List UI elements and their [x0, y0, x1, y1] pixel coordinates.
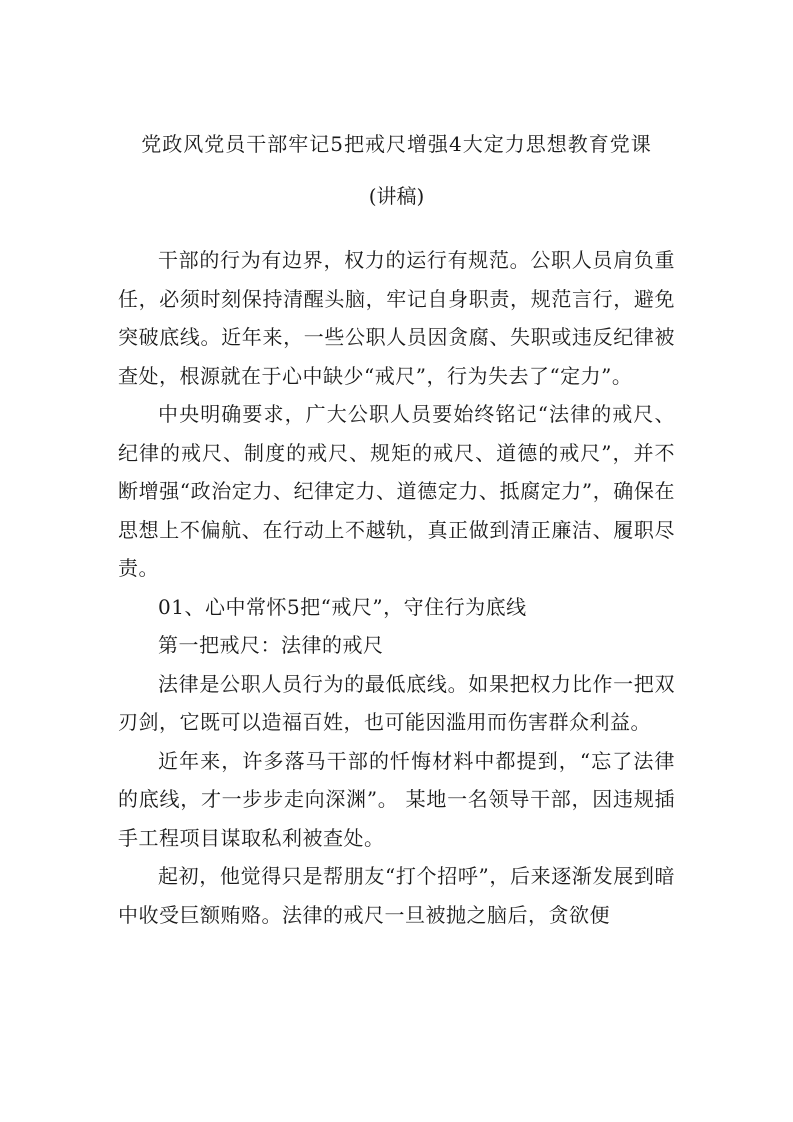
document-subtitle: (讲稿) [368, 184, 425, 208]
body-paragraph: 近年来，许多落马干部的忏悔材料中都提到，“忘了法律的底线，才一步步走向深渊”。 某地一名领导干部，因违规插手工程项目谋取私利被查处。 [118, 748, 675, 850]
section-heading: 01、心中常怀5把“戒尺”，守住行为底线 [158, 594, 527, 619]
body-paragraph: 法律是公职人员行为的最低底线。如果把权力比作一把双刃剑，它既可以造福百姓，也可能因滥用而伤害群众利益。 [118, 671, 675, 734]
document-title: 党政风党员干部牢记5把戒尺增强4大定力思想教育党课 [141, 132, 652, 156]
body-paragraph: 干部的行为有边界，权力的运行有规范。公职人员肩负重任，必须时刻保持清醒头脑，牢记自身职责，规范言行，避免突破底线。近年来，一些公职人员因贪腐、失职或违反纪律被查处，根源就在于心中缺少“戒尺”，行为失去了“定力”。 [118, 248, 675, 388]
body-paragraph: 中央明确要求，广大公职人员要始终铭记“法律的戒尺、纪律的戒尺、制度的戒尺、规矩的戒尺、道德的戒尺”，并不断增强“政治定力、纪律定力、道德定力、抵腐定力”，确保在思想上不偏航、在行动上不越轨，真正做到清正廉洁、履职尽责。 [118, 402, 675, 580]
body-paragraph: 起初，他觉得只是帮朋友“打个招呼”，后来逐渐发展到暗中收受巨额贿赂。法律的戒尺一旦被抛之脑后，贪欲便 [118, 864, 675, 927]
document-body [118, 241, 675, 934]
subsection-heading: 第一把戒尺：法律的戒尺 [158, 633, 384, 657]
